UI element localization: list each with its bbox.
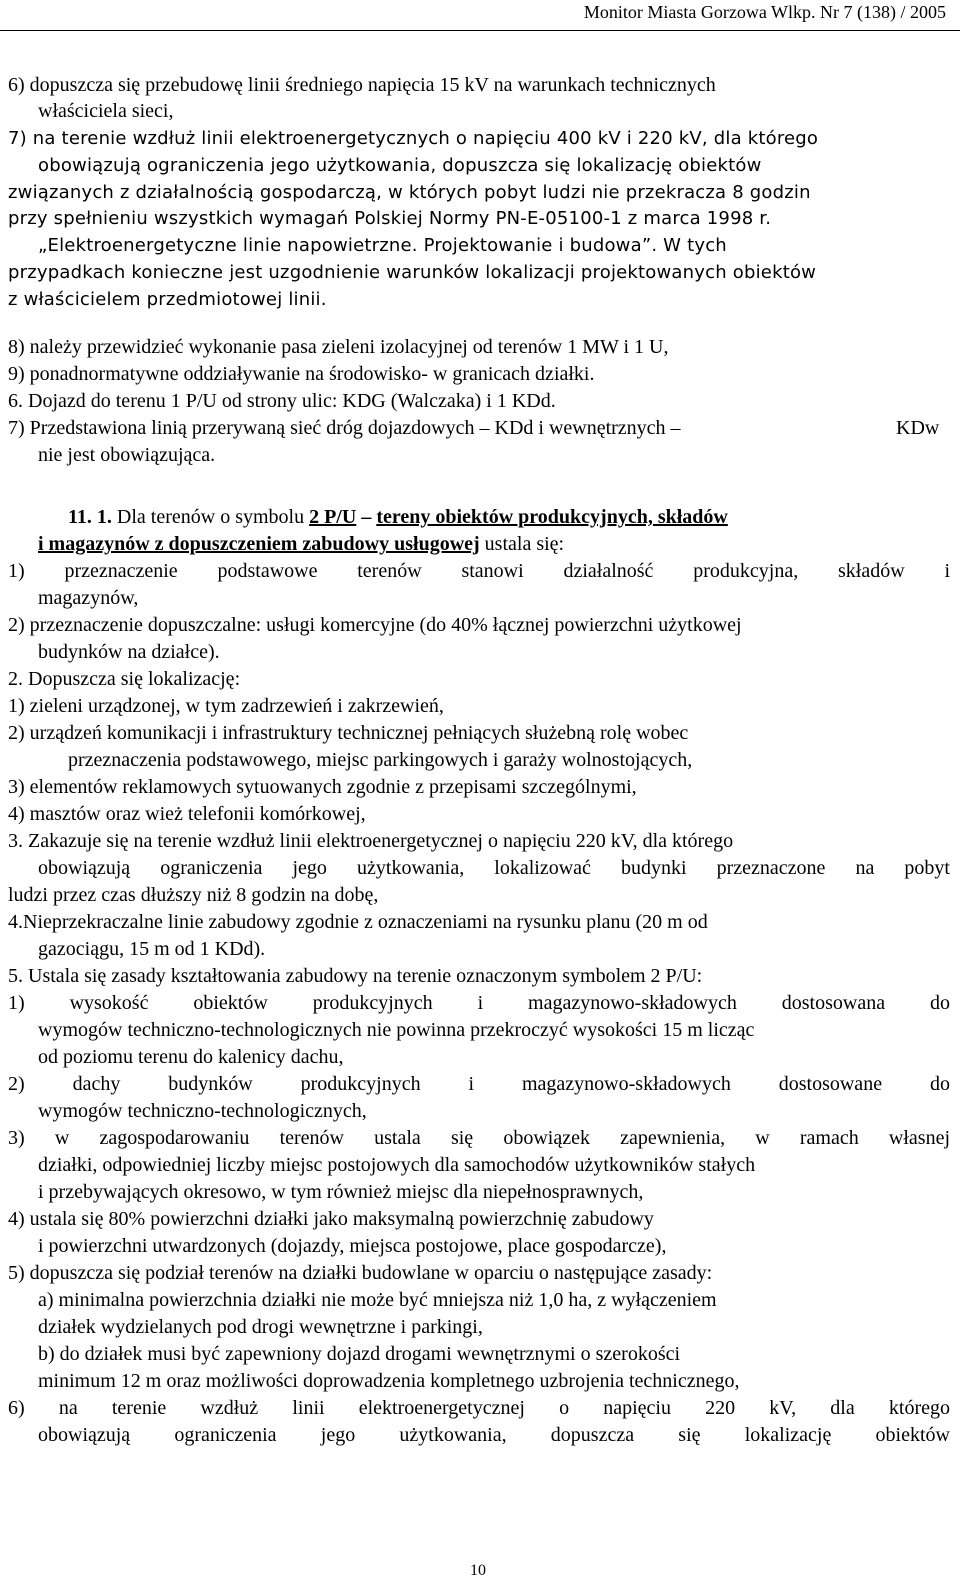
text-line: „Elektroenergetyczne linie napowietrzne. Projektowanie i budowa”. W tych [38,235,727,256]
text-line: 3. Zakazuje się na terenie wzdłuż linii elektroenergetycznej o napięciu 220 kV, dla którego [8,830,734,852]
section-title-cont: i magazynów z dopuszczeniem zabudowy usługowej [38,533,480,555]
section-number: 11. 1. [68,506,112,528]
text-line: a) minimalna powierzchnia działki nie może być mniejsza niż 1,0 ha, z wyłączeniem [38,1289,717,1311]
text-line: 6. Dojazd do terenu 1 P/U od strony ulic: KDG (Walczaka) i 1 KDd. [8,390,556,412]
section-dash: – [356,506,377,528]
text-line: od poziomu terenu do kalenicy dachu, [38,1046,344,1068]
text-line: 2. Dopuszcza się lokalizację: [8,668,241,690]
text-line: 1) zieleni urządzonej, w tym zadrzewień i zakrzewień, [8,695,444,717]
text-line: 8) należy przewidzieć wykonanie pasa zieleni izolacyjnej od terenów 1 MW i 1 U, [8,336,669,358]
text-line: 2) przeznaczenie dopuszczalne: usługi komercyjne (do 40% łącznej powierzchni użytkowej [8,614,742,636]
text-line: gazociągu, 15 m od 1 KDd). [38,938,266,960]
text-line: b) do działek musi być zapewniony dojazd drogami wewnętrznymi o szerokości [38,1343,681,1365]
text-line: 5) dopuszcza się podział terenów na działki budowlane w oparciu o następujące zasady: [8,1262,713,1284]
text-line: obowiązują ograniczenia jego użytkowania, dopuszcza się lokalizację obiektów [38,1424,950,1446]
page-number: 10 [470,1562,486,1579]
section-heading-cont [38,531,564,557]
text-line: i przebywających okresowo, w tym również miejsc dla niepełnosprawnych, [38,1181,644,1203]
text-line: przypadkach konieczne jest uzgodnienie warunków lokalizacji projektowanych obiektów [8,262,817,283]
text-line: KDw [896,417,940,439]
section-intro: Dla terenów o symbolu [111,506,310,528]
text-line: magazynów, [38,587,139,609]
text-line: ludzi przez czas dłuższy niż 8 godzin na dobę, [8,884,379,906]
text-line: wymogów techniczno-technologicznych nie powinna przekroczyć wysokości 15 m licząc [38,1019,755,1041]
section-symbol: 2 P/U [309,506,357,528]
header-rule [0,30,960,31]
section-title: tereny obiektów produkcyjnych, składów [376,506,728,528]
section-title-tail: ustala się: [479,533,565,555]
page-header: Monitor Miasta Gorzowa Wlkp. Nr 7 (138) / 2005 [583,2,946,22]
text-line: 4) ustala się 80% powierzchni działki jako maksymalną powierzchnię zabudowy [8,1208,654,1230]
text-line: 6) na terenie wzdłuż linii elektroenergetycznej o napięciu 220 kV, dla którego [8,1397,950,1419]
text-line: przeznaczenia podstawowego, miejsc parkingowych i garaży wolnostojących, [68,749,693,771]
text-line: obowiązują ograniczenia jego użytkowania, lokalizować budynki przeznaczone na pobyt [38,857,950,879]
text-line: związanych z działalnością gospodarczą, w których pobyt ludzi nie przekracza 8 godzin [8,182,811,203]
text-line: i powierzchni utwardzonych (dojazdy, miejsca postojowe, place gospodarcze), [38,1235,667,1257]
text-line: nie jest obowiązująca. [38,444,216,466]
text-line: właściciela sieci, [38,100,174,122]
text-line: 3) w zagospodarowaniu terenów ustala się obowiązek zapewnienia, w ramach własnej [8,1127,950,1149]
text-line: obowiązują ograniczenia jego użytkowania, dopuszcza się lokalizację obiektów [38,155,762,176]
text-line: 4) masztów oraz wież telefonii komórkowej, [8,803,366,825]
text-line: 9) ponadnormatywne oddziaływanie na środowisko- w granicach działki. [8,363,595,385]
text-line: 1) wysokość obiektów produkcyjnych i magazynowo-składowych dostosowana do [8,992,950,1014]
text-line: 5. Ustala się zasady kształtowania zabudowy na terenie oznaczonym symbolem 2 P/U: [8,965,703,987]
section-heading [68,504,728,530]
text-line: 3) elementów reklamowych sytuowanych zgodnie z przepisami szczególnymi, [8,776,637,798]
text-line: 2) urządzeń komunikacji i infrastruktury technicznej pełniących służebną rolę wobec [8,722,689,744]
text-line: 7) Przedstawiona linią przerywaną sieć dróg dojazdowych – KDd i wewnętrznych – [8,417,681,439]
text-line: 1) przeznaczenie podstawowe terenów stanowi działalność produkcyjna, składów i [8,560,950,582]
text-line: z właścicielem przedmiotowej linii. [8,289,327,310]
text-line: 2) dachy budynków produkcyjnych i magazynowo-składowych dostosowane do [8,1073,950,1095]
text-line: przy spełnieniu wszystkich wymagań Polskiej Normy PN-E-05100-1 z marca 1998 r. [8,208,772,229]
text-line: 7) na terenie wzdłuż linii elektroenergetycznych o napięciu 400 kV i 220 kV, dla którego [8,128,819,149]
text-line: 4.Nieprzekraczalne linie zabudowy zgodnie z oznaczeniami na rysunku planu (20 m od [8,911,708,933]
text-line: wymogów techniczno-technologicznych, [38,1100,367,1122]
text-line: 6) dopuszcza się przebudowę linii średniego napięcia 15 kV na warunkach technicznych [8,74,716,96]
text-line: minimum 12 m oraz możliwości doprowadzenia kompletnego uzbrojenia technicznego, [38,1370,740,1392]
text-line: działek wydzielanych pod drogi wewnętrzne i parkingi, [38,1316,483,1338]
text-line: budynków na działce). [38,641,220,663]
text-line: działki, odpowiedniej liczby miejsc postojowych dla samochodów użytkowników stałych [38,1154,756,1176]
